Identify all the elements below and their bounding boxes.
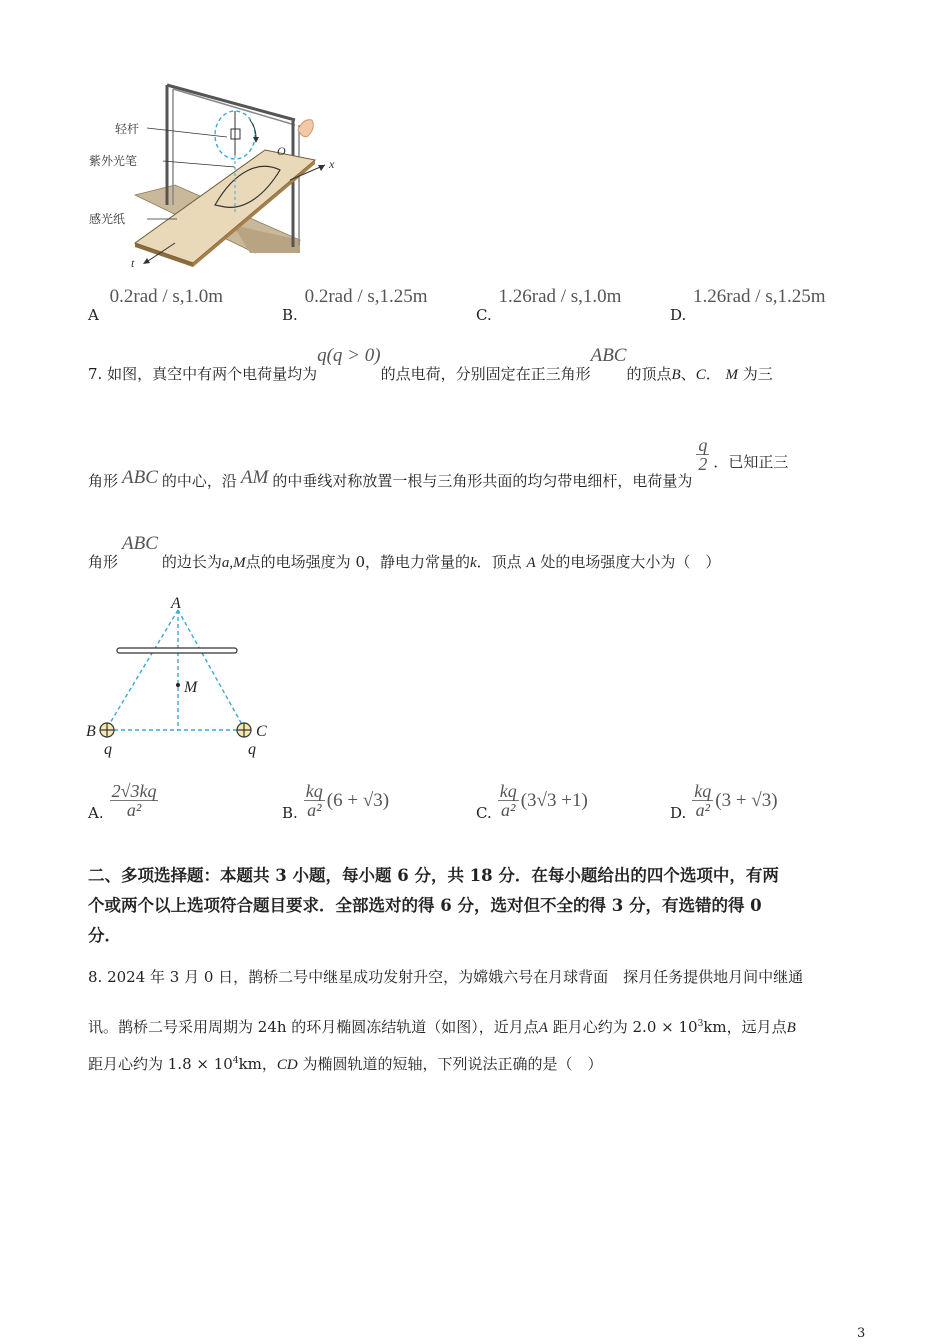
vertex-a-label: A bbox=[171, 595, 181, 612]
q7-triangle-figure bbox=[80, 588, 280, 758]
option-letter: C. bbox=[476, 306, 492, 324]
q7-text: 角形 bbox=[88, 553, 119, 571]
q7-text: 7. 如图，真空中有两个电荷量均为 bbox=[88, 365, 318, 383]
option-value: 1.26rad / s,1.0m bbox=[498, 286, 622, 307]
option-tail: (6 + √3) bbox=[326, 789, 390, 811]
q7-line-1 bbox=[88, 345, 868, 383]
q7-triangle-name: ABC bbox=[590, 345, 627, 366]
frac-den: 2 bbox=[698, 454, 708, 474]
option-letter: A. bbox=[88, 803, 104, 822]
q6-option-b[interactable] bbox=[282, 286, 428, 324]
option-tail: (3 + √3) bbox=[715, 789, 778, 811]
q7-line-2 bbox=[88, 435, 878, 490]
option-letter: A bbox=[88, 306, 99, 324]
q7-am: AM bbox=[240, 466, 269, 488]
q7-text: 处的电场强度大小为（ ） bbox=[540, 553, 721, 571]
q7-charge-expr: q(q > 0) bbox=[317, 345, 381, 366]
var-a: a bbox=[221, 555, 230, 571]
q7-text: 的中垂线对称放置一根与三角形共面的均匀带电细杆，电荷量为 bbox=[272, 471, 693, 490]
exponent: 4 bbox=[232, 1056, 239, 1066]
sep: 、 bbox=[680, 365, 696, 383]
q7-text: ．已知正三 bbox=[713, 452, 789, 471]
q7-text: 的点电荷，分别固定在正三角形 bbox=[380, 365, 591, 383]
frac-num: 2√3kq bbox=[111, 781, 157, 801]
rod-label: 轻杆 bbox=[115, 122, 140, 136]
var-c: C bbox=[695, 367, 706, 383]
q7-option-c[interactable] bbox=[476, 781, 588, 822]
q8-text: 讯。鹊桥二号采用周期为 24h 的环月椭圆冻结轨道（如图），近月点 bbox=[88, 1018, 539, 1036]
q7-option-d[interactable] bbox=[670, 781, 778, 822]
option-letter: B. bbox=[282, 306, 298, 324]
option-letter: C. bbox=[476, 803, 492, 822]
charge-b-label: q bbox=[104, 741, 112, 758]
frac-num: kq bbox=[694, 781, 712, 801]
section-line: 个或两个以上选项符合题目要求．全部选对的得 6 分，选对但不全的得 3 分，有选错的得 0 bbox=[88, 896, 762, 915]
q6-option-c[interactable] bbox=[476, 286, 622, 324]
q6-option-d[interactable] bbox=[670, 286, 826, 324]
var-b: B bbox=[671, 367, 681, 383]
frac-num: kq bbox=[499, 781, 517, 801]
frac-den: a² bbox=[695, 800, 710, 820]
q8-line-1: 8. 2024 年 3 月 0 日，鹊桥二号中继星成功发射升空，为嫦娥六号在月球背面 探月任务提供地月间中继通 bbox=[88, 968, 804, 986]
t-axis-label: t bbox=[131, 256, 135, 270]
option-fraction bbox=[498, 782, 519, 819]
option-value: 1.26rad / s,1.25m bbox=[693, 286, 826, 307]
var-m: ,M bbox=[229, 555, 246, 571]
var-CD: CD bbox=[276, 1057, 298, 1073]
pen-label: 紫外光笔 bbox=[89, 154, 138, 168]
frac-num: q bbox=[698, 435, 708, 455]
frac-den: a² bbox=[501, 800, 516, 820]
origin-label: O bbox=[277, 144, 286, 158]
q7-option-a[interactable] bbox=[88, 781, 158, 822]
q7-option-b[interactable] bbox=[282, 781, 390, 822]
exponent: 3 bbox=[697, 1019, 704, 1029]
var-k: k bbox=[470, 555, 477, 571]
q7-half-charge bbox=[696, 436, 709, 473]
vertex-c-label: C bbox=[256, 723, 267, 740]
var-m: M bbox=[725, 367, 738, 383]
charge-c-label: q bbox=[248, 741, 256, 758]
paper-label: 感光纸 bbox=[89, 212, 126, 226]
q8-line-3 bbox=[88, 1053, 603, 1074]
q7-text: 点的电场强度为 0，静电力常量的 bbox=[245, 553, 470, 571]
option-fraction bbox=[110, 782, 159, 819]
q7-triangle-name: ABC bbox=[122, 533, 158, 554]
sep: ． bbox=[705, 365, 721, 383]
option-letter: D. bbox=[670, 306, 687, 324]
var-B: B bbox=[786, 1020, 796, 1036]
x-axis-label: x bbox=[329, 157, 335, 171]
section-line: 二、多项选择题：本题共 3 小题，每小题 6 分，共 18 分．在每小题给出的四个选项中，有两 bbox=[88, 866, 779, 885]
var-A: A bbox=[538, 1020, 548, 1036]
option-fraction bbox=[692, 782, 713, 819]
q7-triangle-name: ABC bbox=[122, 466, 158, 488]
option-value: 0.2rad / s,1.25m bbox=[304, 286, 428, 307]
option-tail: (3√3 +1) bbox=[520, 789, 588, 811]
q7-text: 角形 bbox=[88, 471, 119, 490]
var-A: A bbox=[526, 555, 536, 571]
q8-text: 距月心约为 2.0 × 10 bbox=[552, 1018, 698, 1036]
option-value: 0.2rad / s,1.0m bbox=[109, 286, 224, 307]
q7-text: 的顶点 bbox=[626, 365, 672, 383]
section-2-heading bbox=[88, 861, 878, 951]
q8-text: km，远月点 bbox=[703, 1018, 787, 1036]
option-letter: B. bbox=[282, 803, 298, 822]
q7-text: ．顶点 bbox=[476, 553, 522, 571]
q8-line-2 bbox=[88, 1016, 796, 1037]
q8-text: 距月心约为 1.8 × 10 bbox=[88, 1055, 233, 1073]
q7-text: 的边长为 bbox=[161, 553, 222, 571]
q6-apparatus-figure bbox=[85, 75, 345, 275]
q7-text: 的中心，沿 bbox=[161, 471, 237, 490]
option-fraction bbox=[304, 782, 325, 819]
q8-text: km， bbox=[238, 1055, 277, 1073]
frac-den: a² bbox=[307, 800, 322, 820]
vertex-b-label: B bbox=[86, 723, 96, 740]
frac-num: kq bbox=[305, 781, 323, 801]
option-letter: D. bbox=[670, 803, 687, 822]
q8-text: 为椭圆轨道的短轴，下列说法正确的是（ ） bbox=[302, 1055, 603, 1073]
q6-option-a[interactable] bbox=[88, 286, 224, 324]
section-line: 分． bbox=[88, 926, 121, 945]
q7-line-3 bbox=[88, 533, 868, 571]
q7-text: 为三 bbox=[742, 365, 773, 383]
frac-den: a² bbox=[126, 800, 142, 820]
page-number: 3 bbox=[857, 1326, 866, 1341]
center-m-label: M bbox=[184, 679, 198, 696]
